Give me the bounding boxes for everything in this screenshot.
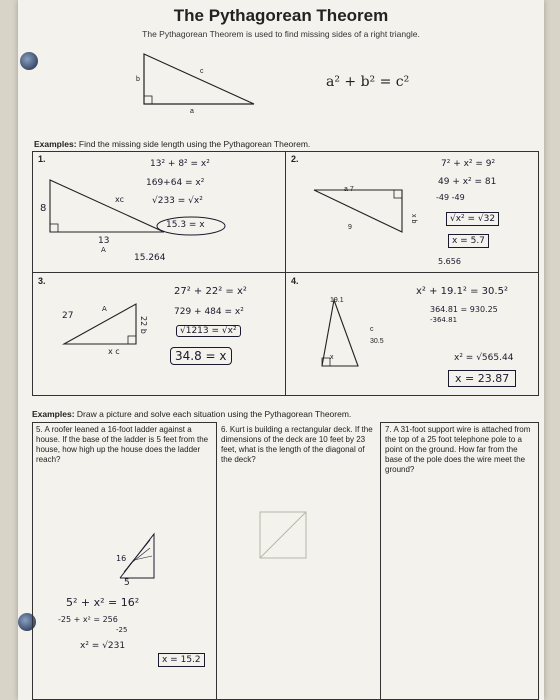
problem-2-side-9: 9 [348, 224, 352, 231]
examples2-heading: Examples: Draw a picture and solve each situation using the Pythagorean Theorem. [32, 409, 352, 419]
problem-1-work-line-2: 169+64 = x² [146, 178, 205, 188]
problem-4-number: 4. [291, 276, 299, 286]
pythagorean-formula: a² + b² = c² [326, 74, 410, 90]
problem-1-answer: 15.264 [134, 253, 166, 263]
problem-6-text: 6. Kurt is building a rectangular deck. If the dimensions of the deck are 10 feet by 23 feet, what is the length of the diagonal of the deck? [221, 425, 373, 464]
problem-2-side-7: a 7 [344, 186, 354, 193]
examples1-heading: Examples: Find the missing side length using the Pythagorean Theorem. [34, 139, 311, 149]
problem-3-side-27: 27 [62, 311, 74, 321]
page-subtitle: The Pythagorean Theorem is used to find missing sides of a right triangle. [142, 29, 420, 39]
problem-1-work-line-4: 15.3 = x [166, 220, 205, 230]
problem-4-work-line-2: 364.81 = 930.25 [430, 305, 498, 314]
problem-1-side-a: A [101, 246, 106, 254]
problem-1-work-line-3: √233 = √x² [152, 196, 203, 206]
problem-4-triangle [318, 296, 378, 376]
problem-4-side-x: x [330, 354, 334, 361]
problem-5-work-line-2: -25 + x² = 256 [58, 615, 118, 624]
intro-triangle [130, 50, 260, 110]
problem-2-triangle [310, 186, 410, 236]
problem-3-side-22: 22 b [139, 316, 148, 334]
problem-3-work-line-1: 27² + 22² = x² [174, 286, 247, 297]
problem-4-work-line-4: x² = √565.44 [454, 353, 514, 363]
problem-4-work-line-3: -364.81 [430, 316, 458, 324]
problem-5-drawing-label: 5 [124, 578, 130, 588]
problem-1-side-8: 8 [40, 203, 47, 214]
problem-2-work-line-1: 7² + x² = 9² [441, 159, 496, 169]
problem-2-number: 2. [291, 154, 299, 164]
problem-3-number: 3. [38, 276, 46, 286]
problem-2-work-line-2: 49 + x² = 81 [438, 177, 497, 187]
problem-1-side-xc: xc [115, 195, 124, 204]
intro-label-c: c [200, 68, 204, 75]
problem-2-work-line-3: -49 -49 [436, 193, 465, 202]
problem-3-work-line-4: 34.8 = x [170, 347, 232, 365]
problem-5-work-line-4: x² = √231 [80, 641, 126, 651]
worksheet-page [18, 0, 544, 700]
binder-hole-top [20, 52, 38, 70]
problem-4-side-c: c [370, 326, 374, 333]
page-title: The Pythagorean Theorem [173, 6, 389, 25]
problem-3-work-line-2: 729 + 484 = x² [174, 307, 244, 317]
problem-2-work-line-4: √x² = √32 [446, 212, 499, 226]
problem-5-answer: x = 15.2 [158, 653, 205, 667]
problem-1-number: 1. [38, 154, 46, 164]
problem-4-side-19-1: 19.1 [330, 297, 344, 304]
problem-4-work-line-1: x² + 19.1² = 30.5² [416, 286, 508, 297]
intro-label-a: a [190, 108, 194, 115]
problem-5-text: 5. A roofer leaned a 16-foot ladder against a house. If the base of the ladder is 5 feet from the house, how high up the house does the ladder reach? [36, 425, 209, 464]
problem-1-work-line-1: 13² + 8² = x² [150, 159, 210, 169]
problem-2-side-x: x b [410, 214, 417, 224]
problem-1-side-13: 13 [98, 236, 110, 246]
problem-5-drawing-side: 16 [116, 554, 127, 563]
problem-6-deck-drawing [256, 508, 316, 568]
problem-2-work-line-5: x = 5.7 [448, 234, 489, 248]
problem-2-answer: 5.656 [438, 257, 461, 266]
problem-4-side-30-5: 30.5 [370, 338, 384, 345]
problem-5-work-line-1: 5² + x² = 16² [66, 596, 140, 609]
problem-3-side-xc: x c [108, 347, 120, 356]
problem-3-work-line-3: √1213 = √x² [176, 325, 241, 337]
intro-label-b: b [136, 76, 140, 83]
problem-3-side-a: A [102, 305, 107, 313]
problem-4-answer: x = 23.87 [448, 370, 516, 387]
problem-5-work-line-3: -25 [116, 626, 128, 634]
problem-7-text: 7. A 31-foot support wire is attached from the top of a 25 foot telephone pole to a point on the ground. How far from the base of the pole does the wire meet the ground? [385, 425, 531, 474]
